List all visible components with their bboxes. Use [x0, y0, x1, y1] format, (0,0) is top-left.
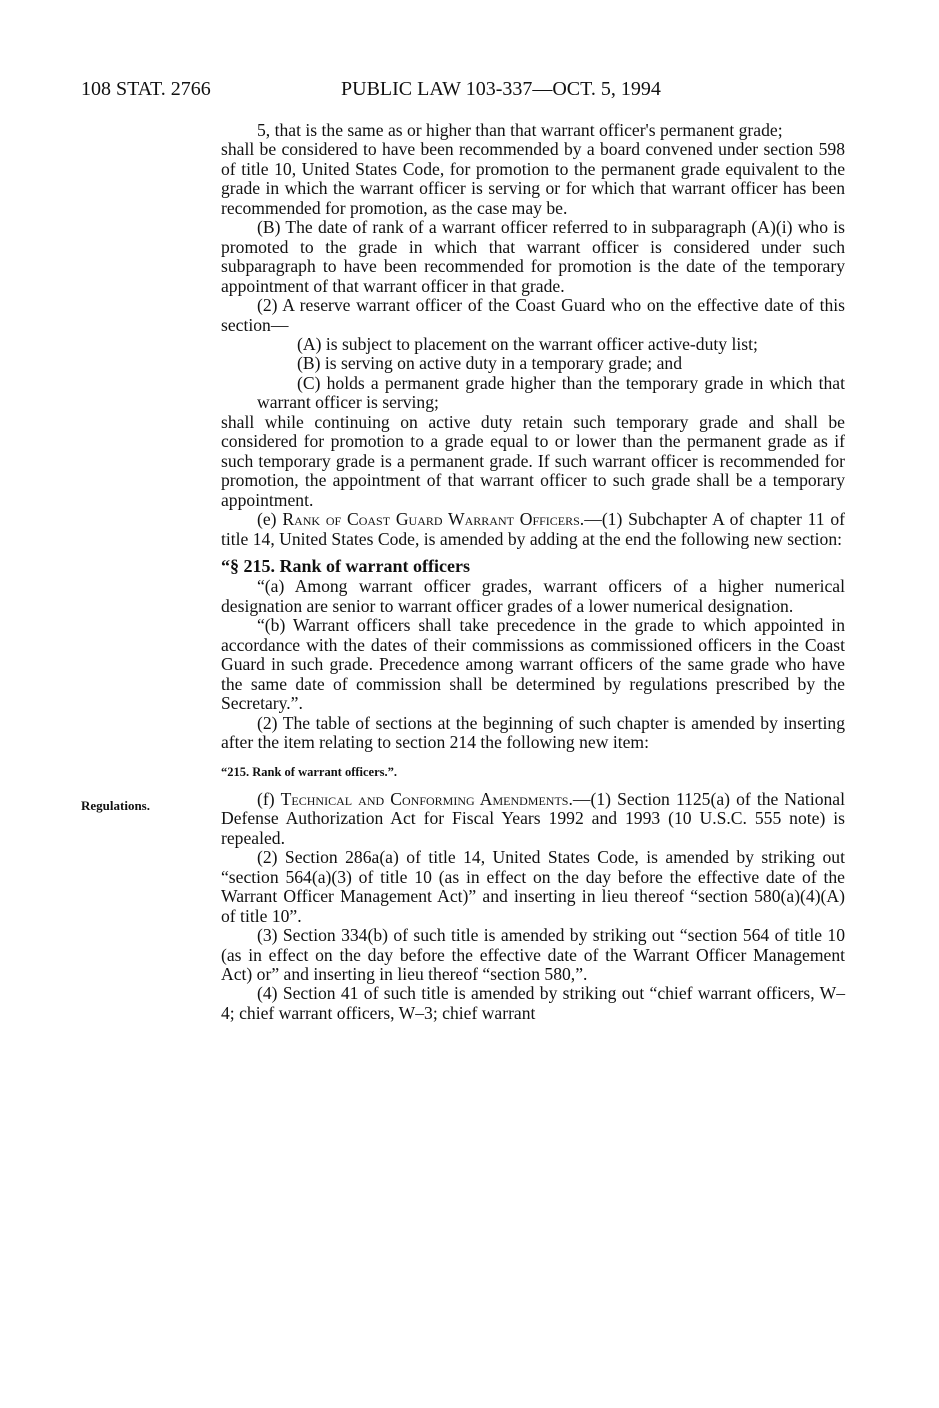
paragraph: (3) Section 334(b) of such title is amended by striking out “section 564 of title 10 (as in effect on the day before the effective date of the Warrant Officer Management Act) or” and inserting in lieu thereof “section 580,”.: [221, 925, 845, 985]
section-heading: “§ 215. Rank of warrant officers: [221, 555, 470, 576]
paragraph: (2) The table of sections at the beginning of such chapter is amended by inserting after the item relating to section 214 the following new item:: [221, 712, 845, 753]
paragraph: “(a) Among warrant officer grades, warrant officers of a higher numerical designation are senior to warrant officer grades of a lower numerical designation.: [221, 576, 845, 616]
paragraph: shall while continuing on active duty retain such temporary grade and shall be considered for promotion to a grade equal to or lower than the permanent grade as if such temporary grade is a permanent grade. If such warrant officer is recommended for promotion, the appointment of that warrant officer to such grade shall be a temporary appointment.: [221, 411, 845, 510]
margin-note-regulations: Regulations.: [81, 798, 150, 813]
subsection-label: (e): [257, 509, 283, 530]
paragraph: (2) Section 286a(a) of title 14, United States Code, is amended by striking out “section 564(a)(3) of title 10 (as in effect on the day before the effective date of the Warrant Officer Management Act)” and inserting in lieu thereof “section 580(a)(4)(A) of title 10”.: [221, 847, 845, 926]
public-law-title: PUBLIC LAW 103-337—OCT. 5, 1994: [341, 78, 661, 100]
table-item: “215. Rank of warrant officers.”.: [221, 764, 398, 779]
paragraph-subsection-f: [221, 790, 845, 848]
paragraph: (4) Section 41 of such title is amended by striking out “chief warrant officers, W–4; chief warrant officers, W–3; chief warrant: [221, 983, 845, 1023]
subsection-heading: Rank of Coast Guard Warrant Officers.: [282, 509, 585, 530]
paragraph-subsection-e: [221, 510, 845, 549]
paragraph: (A) is subject to placement on the warrant officer active-duty list;: [297, 333, 758, 354]
paragraph: 5, that is the same as or higher than that warrant officer's permanent grade;: [257, 120, 783, 140]
paragraph: (C) holds a permanent grade higher than the temporary grade in which that warrant officer is serving;: [257, 372, 845, 413]
body-text: [221, 121, 845, 1023]
subsection-label: (f): [257, 788, 281, 809]
subsection-text: —(1) Subchapter A of chapter 11 of title 14, United States Code, is amended by adding at the end the following new section:: [221, 509, 845, 549]
paragraph: (2) A reserve warrant officer of the Coast Guard who on the effective date of this section—: [221, 295, 845, 335]
paragraph: “(b) Warrant officers shall take precedence in the grade to which appointed in accordance with the dates of their commissions as commissioned officers in the Coast Guard in such grade. Precedence among warrant officers of the same grade who have the same date of commission shall be determined by regulations prescribed by the Secretary.”.: [221, 615, 845, 714]
paragraph: (B) is serving on active duty in a temporary grade; and: [297, 353, 682, 374]
paragraph: shall be considered to have been recommended by a board convened under section 598 of title 10, United States Code, for promotion to the permanent grade equivalent to the grade in which the warrant officer is serving or for which that warrant officer has been recommended for promotion, as the case may be.: [221, 139, 845, 218]
paragraph: (B) The date of rank of a warrant officer referred to in subparagraph (A)(i) who is promoted to the grade in which that warrant officer is considered under such subparagraph to have been recommended for promotion is the date of the temporary appointment of that warrant officer in that grade.: [221, 217, 845, 296]
subsection-text: —(1) Section 1125(a) of the National Defense Authorization Act for Fiscal Years 1992 and 1993 (10 U.S.C. 555 note) is repealed.: [221, 788, 845, 848]
subsection-heading: Technical and Conforming Amendments.: [280, 788, 573, 809]
stat-page-number: 108 STAT. 2766: [81, 78, 211, 100]
